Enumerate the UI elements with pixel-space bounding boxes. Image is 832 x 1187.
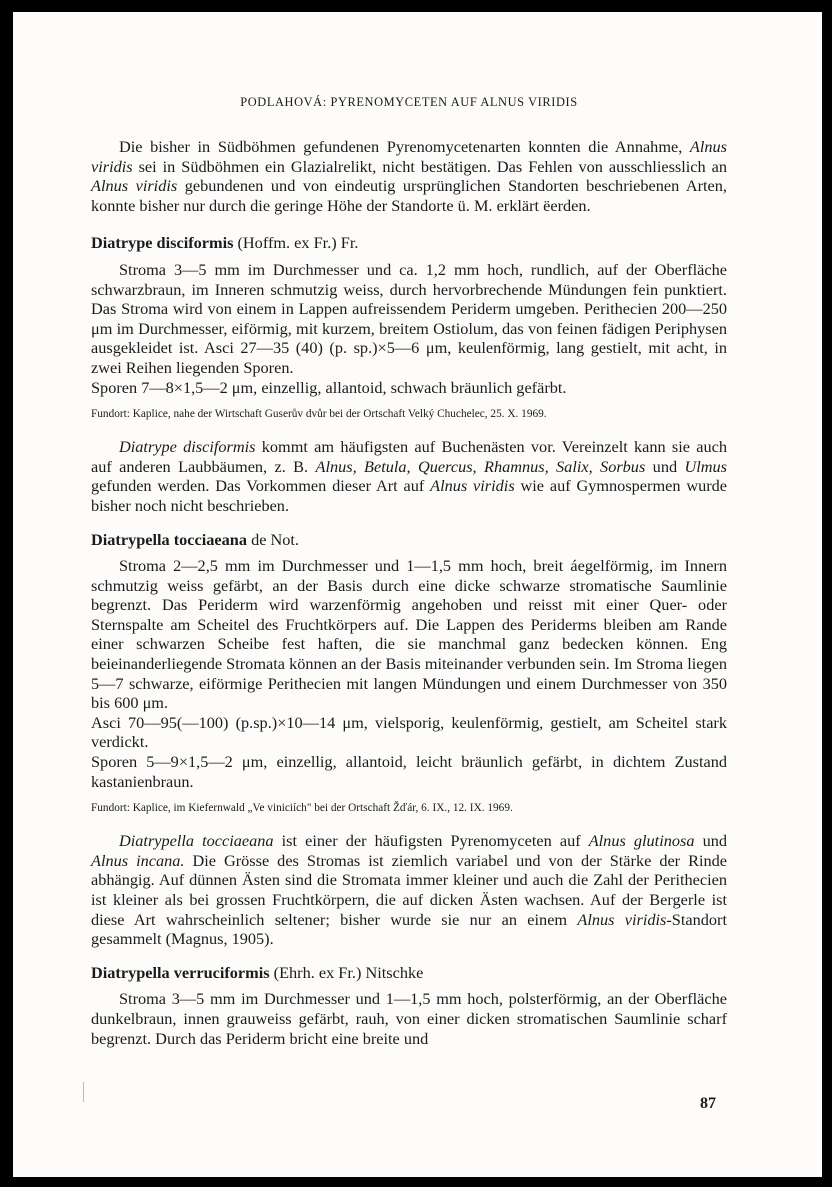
- s1-description: Stroma 3—5 mm im Durchmesser und ca. 1,2 mm hoch, rundlich, auf der Oberfläche schwarzbraun, im Inneren schmutzig weiss, durch hervorbrechende Mündungen fein punktiert. Das Stroma wird von einem in Lappen aufreissendem Periderm umgeben. Perithecien 200—250 μm im Durchmesser, eiförmig, mit kurzem, breitem Ostiolum, das von feinen fädigen Periphysen ausgekleidet ist. Asci 27—35 (40) (p. sp.)×5—6 μm, keulenförmig, lang gestielt, mit acht, in zwei Reihen liegenden Sporen.: [91, 259, 727, 377]
- s2-spores: Sporen 5—9×1,5—2 μm, einzellig, allantoid, leicht bräunlich gefärbt, in dichtem Zustand kastanienbraun.: [91, 752, 727, 791]
- s3-description: Stroma 3—5 mm im Durchmesser und 1—1,5 mm hoch, polsterförmig, an der Oberfläche dunkelbraun, innen grauweiss gefärbt, rauh, von einer dicken stromatischen Saumlinie scharf begrenzt. Durch das Periderm bricht eine breite und: [91, 989, 727, 1048]
- page-sheet: [13, 12, 822, 1177]
- section-title-diatrype-disciformis: Diatrype disciformis (Hoffm. ex Fr.) Fr.: [91, 233, 359, 253]
- s2-asci: Asci 70—95(—100) (p.sp.)×10—14 μm, vielsporig, keulenförmig, gestielt, am Scheitel stark verdickt.: [91, 712, 727, 752]
- margin-mark: [83, 1082, 84, 1102]
- page-number: 87: [700, 1095, 716, 1112]
- s2-note: Diatrypella tocciaeana ist einer der häufigsten Pyrenomyceten auf Alnus glutinosa und Alnus incana. Die Grösse des Stromas ist ziemlich variabel und von der Stärke der Rinde abhängig. Auf dünnen Ästen sind die Stromata immer kleiner und auch die Zahl der Perithecien ist kleiner als bei grossen Fruchtkörpern, die auf dicken Ästen wachsen. Auf der Bergerle ist diese Art wahrscheinlich seltener; bisher wurde sie nur an einem Alnus viridis-Standort gesammelt (Magnus, 1905).: [91, 831, 727, 949]
- intro-paragraph: Die bisher in Südböhmen gefundenen Pyrenomycetenarten konnten die Annahme, Alnus viridis sei in Südböhmen ein Glazialrelikt, nicht bestätigen. Das Fehlen von ausschliesslich an Alnus viridis gebundenen und von eindeutig ursprünglichen Standorten beschriebenen Arten, konnte bisher nur durch die geringe Höhe der Standorte ü. M. erklärt ëerden.: [91, 137, 727, 215]
- s1-fundort: Fundort: Kaplice, nahe der Wirtschaft Guserův dvůr bei der Ortschaft Velký Chuchelec, 25. X. 1969.: [91, 408, 547, 421]
- running-header: PODLAHOVÁ: PYRENOMYCETEN AUF ALNUS VIRIDIS: [240, 95, 578, 109]
- s1-note: Diatrype disciformis kommt am häufigsten auf Buchenästen vor. Vereinzelt kann sie auch auf anderen Laubbäumen, z. B. Alnus, Betula, Quercus, Rhamnus, Salix, Sorbus und Ulmus gefunden werden. Das Vorkommen dieser Art auf Alnus viridis wie auf Gymnospermen wurde bisher noch nicht beschrieben.: [91, 437, 728, 515]
- s2-fundort: Fundort: Kaplice, im Kiefernwald „Ve viniciích" bei der Ortschaft Žďár, 6. IX., 12. IX. 1969.: [91, 802, 513, 815]
- s2-description: Stroma 2—2,5 mm im Durchmesser und 1—1,5 mm hoch, breit áegelförmig, im Innern schmutzig weiss gefärbt, an der Basis durch eine dicke schwarze stromatische Saumlinie begrenzt. Das Periderm wird warzenförmig angehoben und reisst mit einer Quer- oder Sternspalte am Scheitel des Fruchtkörpers auf. Die Lappen des Periderms bleiben am Rande einer schwarzen Scheibe fest haften, die sie manchmal ganz bedecken können. Eng beieinanderliegende Stromata können an der Basis miteinander verbunden sein. Im Stroma liegen 5—7 schwarze, eiförmige Perithecien mit langen Mündungen und einem Durchmesser von 350 bis 600 μm.: [91, 556, 727, 713]
- page-content: [91, 95, 727, 1048]
- section-title-diatrypella-tocciaeana: Diatrypella tocciaeana de Not.: [91, 529, 299, 549]
- section-title-diatrypella-verruciformis: Diatrypella verruciformis (Ehrh. ex Fr.) Nitschke: [91, 962, 424, 982]
- s1-spores: Sporen 7—8×1,5—2 μm, einzellig, allantoid, schwach bräunlich gefärbt.: [91, 377, 567, 397]
